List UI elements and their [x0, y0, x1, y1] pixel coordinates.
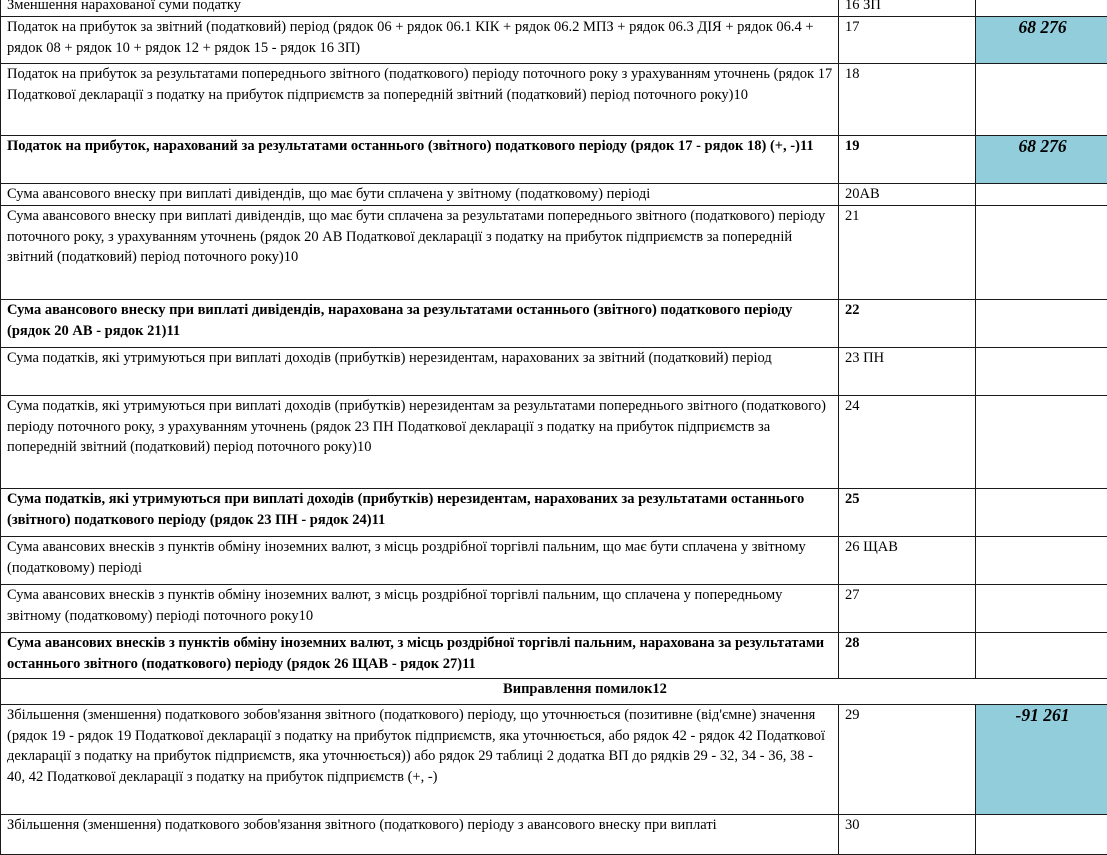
row-description: Сума авансових внесків з пунктів обміну іноземних валют, з місць роздрібної торгівлі пальним, що сплачена у попередньому звітному (податковому) періоді поточного року10: [1, 584, 839, 632]
row-value-cell[interactable]: -91 261: [976, 704, 1107, 814]
row-code: 22: [839, 299, 976, 347]
table-row: [1, 347, 1107, 395]
row-description: Сума авансових внесків з пунктів обміну іноземних валют, з місць роздрібної торгівлі пальним, що має бути сплачена у звітному (податковому) періоді: [1, 536, 839, 584]
row-description: Сума авансового внеску при виплаті дивідендів, що має бути сплачена за результатами попереднього звітного (податкового) періоду поточного року, з урахуванням уточнень (рядок 20 АВ Податкової декларації з податку на прибуток підприємств за попередній звітний (податковий) період поточного року)10: [1, 205, 839, 299]
table-row: [1, 183, 1107, 205]
row-description: Збільшення (зменшення) податкового зобов'язання звітного (податкового) періоду з авансового внеску при виплаті: [1, 814, 839, 854]
row-code: 20АВ: [839, 183, 976, 205]
row-description: Сума податків, які утримуються при виплаті доходів (прибутків) нерезидентам, нарахованих за звітний (податковий) період: [1, 347, 839, 395]
row-description: Сума авансових внесків з пунктів обміну іноземних валют, з місць роздрібної торгівлі пальним, нарахована за результатами останнього звітного (податкового) періоду (рядок 26 ЩАВ - рядок 27)11: [1, 632, 839, 678]
row-value-cell[interactable]: [976, 205, 1107, 299]
row-value-cell[interactable]: [976, 584, 1107, 632]
row-value-cell[interactable]: [976, 632, 1107, 678]
table-row: [1, 814, 1107, 854]
row-value-cell[interactable]: [976, 395, 1107, 488]
table-row: [1, 395, 1107, 488]
section-title: Виправлення помилок12: [443, 679, 667, 700]
row-value-cell[interactable]: [976, 183, 1107, 205]
row-value-cell[interactable]: 68 276: [976, 16, 1107, 63]
section-title-cell: [1, 678, 1107, 704]
row-code: 26 ЩАВ: [839, 536, 976, 584]
row-code: 18: [839, 63, 976, 135]
row-code: 28: [839, 632, 976, 678]
row-value-cell[interactable]: [976, 63, 1107, 135]
row-description: Сума авансового внеску при виплаті дивідендів, що має бути сплачена у звітному (податковому) періоді: [1, 183, 839, 205]
table-row: [1, 488, 1107, 536]
row-value-cell[interactable]: [976, 814, 1107, 854]
row-description: Сума податків, які утримуються при виплаті доходів (прибутків) нерезидентам, нарахованих за результатами останнього (звітного) податкового періоду (рядок 23 ПН - рядок 24)11: [1, 488, 839, 536]
table-row: [1, 16, 1107, 63]
table-row: [1, 299, 1107, 347]
table-row: [1, 205, 1107, 299]
row-description: Збільшення (зменшення) податкового зобов'язання звітного (податкового) періоду, що уточнюється (позитивне (від'ємне) значення (рядок 19 - рядок 19 Податкової декларації з податку на прибуток підприємств, яка уточнюється, або рядок 42 - рядок 42 Податкової декларації з податку на прибуток підприємств, яка уточнюється)) або рядок 29 таблиці 2 додатка ВП до рядків 29 - 32, 34 - 36, 38 - 40, 42 Податкової декларації з податку на прибуток підприємств (+, -): [1, 704, 839, 814]
row-code: 21: [839, 205, 976, 299]
row-description: Податок на прибуток, нарахований за результатами останнього (звітного) податкового періоду (рядок 17 - рядок 18) (+, -)11: [1, 135, 839, 183]
table-row: [1, 63, 1107, 135]
table-row: [1, 584, 1107, 632]
row-description: Сума авансового внеску при виплаті дивідендів, нарахована за результатами останнього (звітного) податкового періоду (рядок 20 АВ - рядок 21)11: [1, 299, 839, 347]
table-row: [1, 0, 1107, 16]
row-value-cell[interactable]: [976, 488, 1107, 536]
row-description: Податок на прибуток за результатами попереднього звітного (податкового) періоду поточного року з урахуванням уточнень (рядок 17 Податкової декларації з податку на прибуток підприємств за попередній звітний (податковий) період поточного року)10: [1, 63, 839, 135]
row-code: 17: [839, 16, 976, 63]
section-header-row: [1, 678, 1107, 704]
row-code: 30: [839, 814, 976, 854]
row-description: Сума податків, які утримуються при виплаті доходів (прибутків) нерезидентам за результатами попереднього звітного (податкового) періоду поточного року, з урахуванням уточнень (рядок 23 ПН Податкової декларації з податку на прибуток підприємств за попередній звітний (податковий) період поточного року)10: [1, 395, 839, 488]
table-row: [1, 135, 1107, 183]
row-code: 19: [839, 135, 976, 183]
row-code: 27: [839, 584, 976, 632]
row-code: 25: [839, 488, 976, 536]
row-value-cell[interactable]: [976, 536, 1107, 584]
row-code: 16 ЗП: [839, 0, 976, 16]
row-value-cell[interactable]: [976, 0, 1107, 16]
table-row: [1, 704, 1107, 814]
row-code: 24: [839, 395, 976, 488]
table-row: [1, 632, 1107, 678]
row-value-cell[interactable]: [976, 299, 1107, 347]
row-code: 29: [839, 704, 976, 814]
row-value-cell[interactable]: 68 276: [976, 135, 1107, 183]
row-code: 23 ПН: [839, 347, 976, 395]
row-description: Податок на прибуток за звітний (податковий) період (рядок 06 + рядок 06.1 КІК + рядок 06.2 МПЗ + рядок 06.3 ДІЯ + рядок 06.4 + рядок 08 + рядок 10 + рядок 12 + рядок 15 - рядок 16 ЗП): [1, 16, 839, 63]
row-description: Зменшення нарахованої суми податку: [1, 0, 839, 16]
table-row: [1, 536, 1107, 584]
row-value-cell[interactable]: [976, 347, 1107, 395]
